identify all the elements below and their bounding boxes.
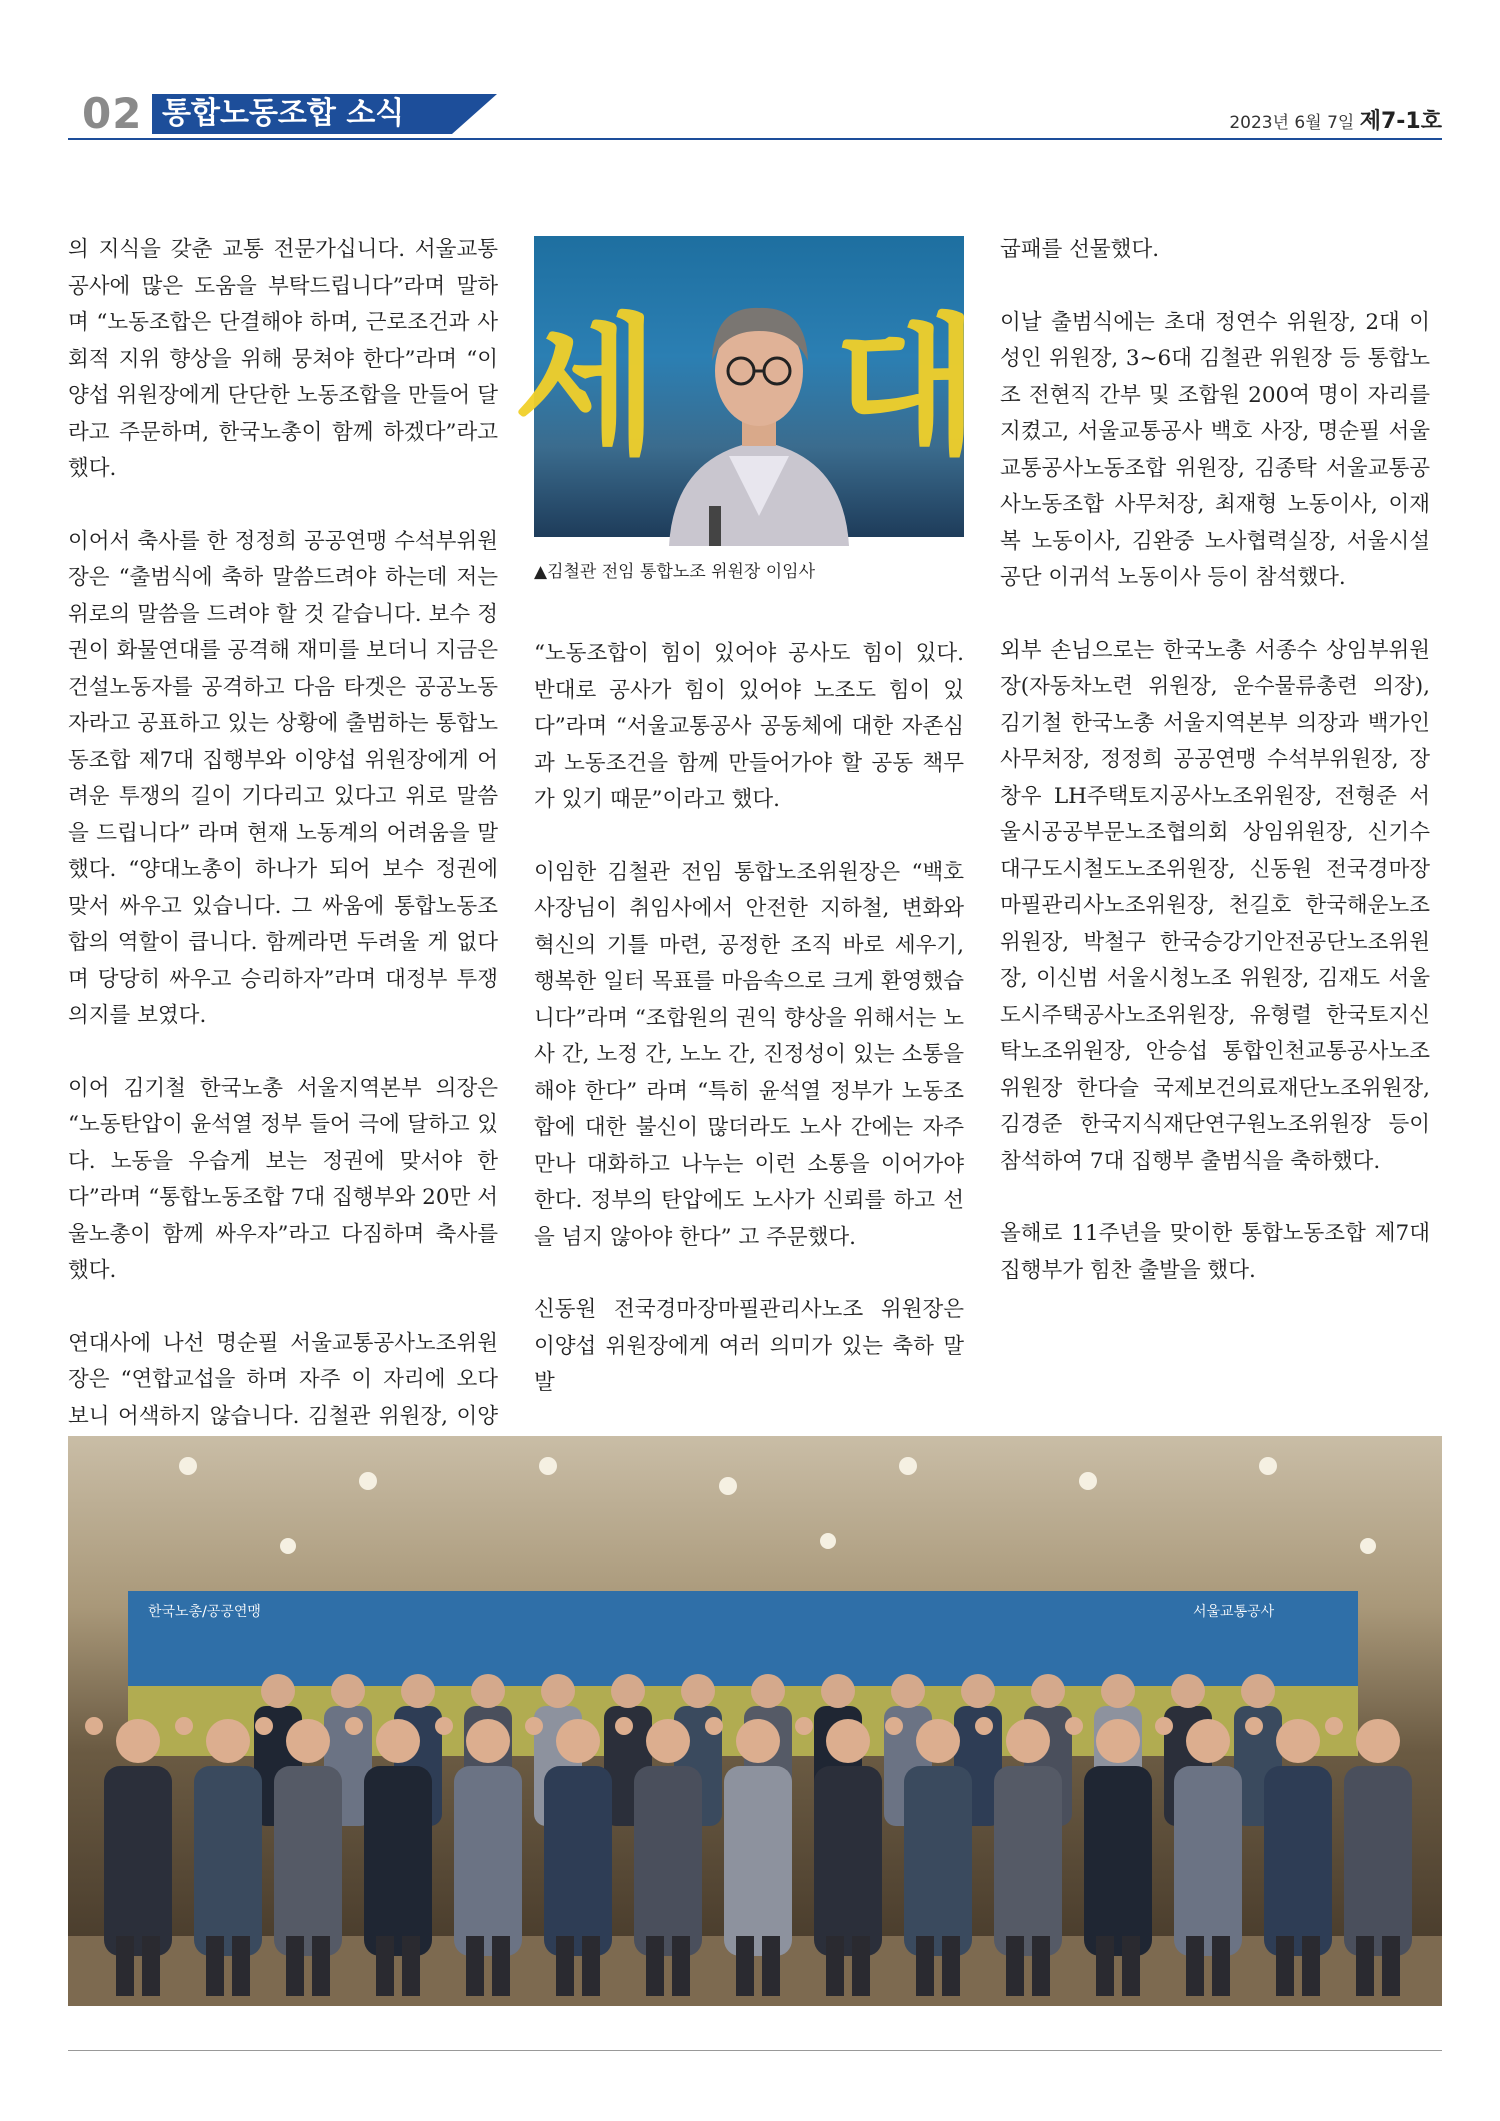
page-header: [68, 88, 1442, 140]
paragraph: 이날 출범식에는 초대 정연수 위원장, 2대 이성인 위원장, 3~6대 김철관 위원장 등 통합노조 전현직 간부 및 조합원 200여 명이 자리를 지켰고, 서울교통공사 백호 사장, 명순필 서울교통공사노동조합 위원장, 김종탁 서울교통공사노동조합 사무처장, 최재형 노동이사, 이재복 노동이사, 김완중 노사협력실장, 서울시설공단 이귀석 노동이사 등이 참석했다.: [1000, 309, 1430, 590]
banner-left-text: 한국노총/공공연맹: [148, 1604, 261, 1620]
paragraph: 굽패를 선물했다.: [1000, 237, 1160, 262]
paragraph: 이임한 김철관 전임 통합노조위원장은 “백호 사장님이 취임사에서 안전한 지하철, 변화와 혁신의 기틀 마련, 공정한 조직 바로 세우기, 행복한 일터 목표를 마음속으로 크게 환영했습니다”라며 “조합원의 권익 향상을 위해서는 노사 간, 노정 간, 노노 간, 진정성이 있는 소통을 해야 한다” 라며 “특히 윤석열 정부가 노동조합에 대한 불신이 많더라도 노사 간에는 자주 만나 대화하고 나누는 이런 소통을 이어가야 한다. 정부의 탄압에도 노사가 신뢰를 하고 선을 넘지 않아야 한다” 고 주문했다.: [534, 859, 964, 1250]
section-title: 통합노동조합 소식: [162, 96, 405, 131]
speaker-figure: [654, 286, 864, 546]
issue-info: [1229, 104, 1442, 135]
article-column-3: [1000, 232, 1430, 1325]
page-number: 02: [82, 89, 143, 138]
group-photo-scene: [68, 1436, 1442, 2006]
photo-caption: ▲김철관 전임 통합노조 위원장 이임사: [534, 562, 816, 582]
banner-letters: 대: [834, 301, 979, 475]
article-column-1: [68, 232, 498, 1544]
paragraph: “노동조합이 힘이 있어야 공사도 힘이 있다. 반대로 공사가 힘이 있어야 노조도 힘이 있다”라며 “서울교통공사 공동체에 대한 자존심과 노동조건을 함께 만들어가야 할 공동 책무가 있기 때문”이라고 했다.: [534, 641, 964, 812]
paragraph: 연대사에 나선 명순필 서울교통공사노조위원장은 “연합교섭을 하며 자주 이 자리에 오다 보니 어색하지 않습니다. 김철관 위원장, 이양: [68, 1330, 498, 1429]
paragraph: 이어서 축사를 한 정정희 공공연맹 수석부위원장은 “출범식에 축하 말씀드려야 하는데 저는 위로의 말씀을 드려야 할 것 같습니다. 보수 정권이 화물연대를 공격해 재미를 보더니 지금은 건설노동자를 공격하고 다음 타겟은 공공노동자라고 공표하고 있는 상황에 출범하는 통합노동조합 제7대 집행부와 이양섭 위원장에게 어려운 투쟁의 길이 기다리고 있다고 위로 말씀을 드립니다” 라며 현재 노동계의 어려움을 말했다. “양대노총이 하나가 되어 보수 정권에 맞서 싸우고 있습니다. 그 싸움에 통합노동조합의 역할이 큽니다. 함께라면 두려울 게 없다며 당당히 싸우고 승리하자”라며 대정부 투쟁 의지를 보였다.: [68, 528, 498, 1028]
paragraph: 의 지식을 갖춘 교통 전문가십니다. 서울교통공사에 많은 도움을 부탁드립니다”라며 말하며 “노동조합은 단결해야 하며, 근로조건과 사회적 지위 향상을 위해 뭉쳐야 한다”라며 “이양섭 위원장에게 단단한 노동조합을 만들어 달라고 주문하며, 한국노총이 함께 하겠다”라고 했다.: [68, 237, 498, 481]
footer-rule: [68, 2050, 1442, 2051]
group-photo: [68, 1436, 1442, 2006]
paragraph: 올해로 11주년을 맞이한 통합노동조합 제7대 집행부가 힘찬 출발을 했다.: [1000, 1221, 1430, 1283]
paragraph: 이어 김기철 한국노총 서울지역본부 의장은 “노동탄압이 윤석열 정부 들어 극에 달하고 있다. 노동을 우습게 보는 정권에 맞서야 한다”라며 “통합노동조합 7대 집행부와 20만 서울노총이 함께 싸우자”라고 다짐하며 축사를 했다.: [68, 1075, 498, 1283]
issue-number: 제7-1호: [1359, 109, 1442, 134]
paragraph: 신동원 전국경마장마필관리사노조 위원장은 이양섭 위원장에게 여러 의미가 있는 축하 말발: [534, 1297, 964, 1395]
article-column-2: [534, 636, 964, 1438]
paragraph: 외부 손님으로는 한국노총 서종수 상임부위원장(자동차노련 위원장, 운수물류총련 의장), 김기철 한국노총 서울지역본부 의장과 백가인 사무처장, 정정희 공공연맹 수석부위원장, 장창우 LH주택토지공사노조위원장, 전형준 서울시공공부문노조협의회 상임위원장, 신기수 대구도시철도노조위원장, 신동원 전국경마장마필관리사노조위원장, 천길호 한국해운노조위원장, 박철구 한국승강기안전공단노조위원장, 이신범 서울시청노조 위원장, 김재도 서울도시주택공사노조위원장, 유형렬 한국토지신탁노조위원장, 안승섭 통합인천교통공사노조위원장 한다슬 국제보건의료재단노조위원장, 김경준 한국지식재단연구원노조위원장 등이 참석하여 7대 집행부 출범식을 축하했다.: [1000, 637, 1430, 1174]
header-rule: [68, 138, 1442, 140]
banner-right-text: 서울교통공사: [1193, 1604, 1275, 1620]
banner-letters: 세: [514, 301, 659, 475]
speaker-photo: [514, 236, 979, 537]
section-banner: [152, 94, 497, 134]
issue-date: 2023년 6월 7일: [1229, 113, 1355, 133]
